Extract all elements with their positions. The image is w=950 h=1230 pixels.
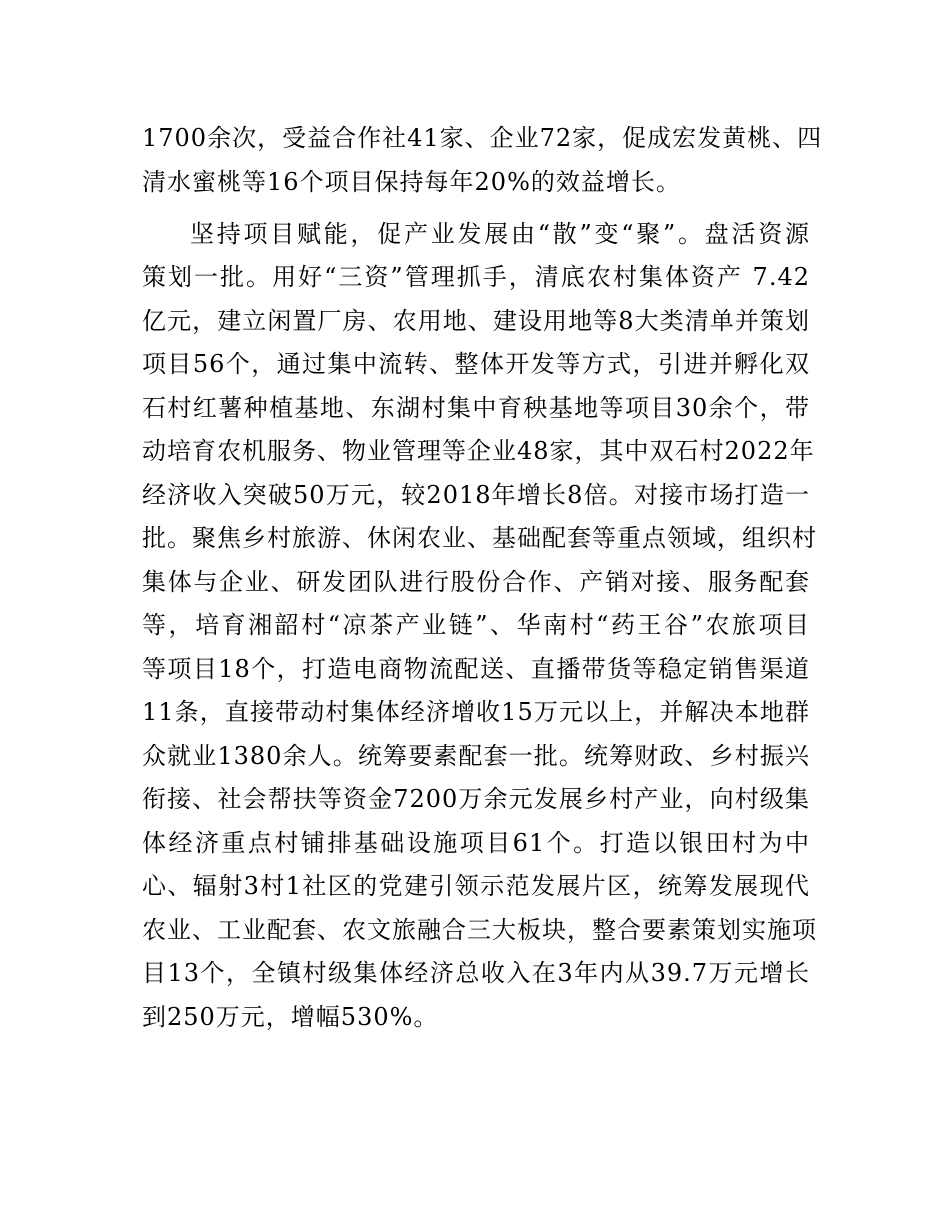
text-line: 1700余次，受益合作社41家、企业72家，促成宏发黄桃、四 [142, 124, 823, 152]
text-line: 衔接、社会帮扶等资金7200万余元发展乡村产业，向村级集 [142, 785, 810, 813]
text-line: 众就业1380余人。统筹要素配套一批。统筹财政、乡村振兴 [142, 742, 810, 770]
text-line: 11条，直接带动村集体经济增收15万元以上，并解决本地群 [142, 698, 810, 726]
text-line: 石村红薯种植基地、东湖村集中育秧基地等项目30余个，带 [142, 394, 810, 422]
text-line: 目13个，全镇村级集体经济总收入在3年内从39.7万元增长 [142, 959, 810, 987]
text-line: 经济收入突破50万元，较2018年增长8倍。对接市场打造一 [142, 481, 810, 509]
text-line: 到250万元，增幅530%。 [142, 1003, 439, 1031]
text-line: 等，培育湘韶村“凉茶产业链”、华南村“药王谷”农旅项目 [142, 611, 810, 639]
text-line: 体经济重点村铺排基础设施项目61个。打造以银田村为中 [142, 829, 810, 857]
text-line: 策划一批。用好“三资”管理抓手，清底农村集体资产 7.42 [142, 263, 810, 291]
text-line: 坚持项目赋能，促产业发展由“散”变“聚”。盘活资源 [190, 220, 810, 248]
text-line: 等项目18个，打造电商物流配送、直播带货等稳定销售渠道 [142, 655, 810, 683]
text-line: 亿元，建立闲置厂房、农用地、建设用地等8大类清单并策划 [142, 307, 810, 335]
text-line: 动培育农机服务、物业管理等企业48家，其中双石村2022年 [142, 437, 815, 465]
text-line: 项目56个，通过集中流转、整体开发等方式，引进并孵化双 [142, 350, 810, 378]
text-line: 农业、工业配套、农文旅融合三大板块，整合要素策划实施项 [142, 916, 817, 944]
text-line: 心、辐射3村1社区的党建引领示范发展片区，统筹发展现代 [142, 872, 810, 900]
text-line: 集体与企业、研发团队进行股份合作、产销对接、服务配套 [142, 568, 810, 596]
text-line: 批。聚焦乡村旅游、休闲农业、基础配套等重点领域，组织村 [142, 524, 817, 552]
text-line: 清水蜜桃等16个项目保持每年20%的效益增长。 [142, 168, 681, 196]
